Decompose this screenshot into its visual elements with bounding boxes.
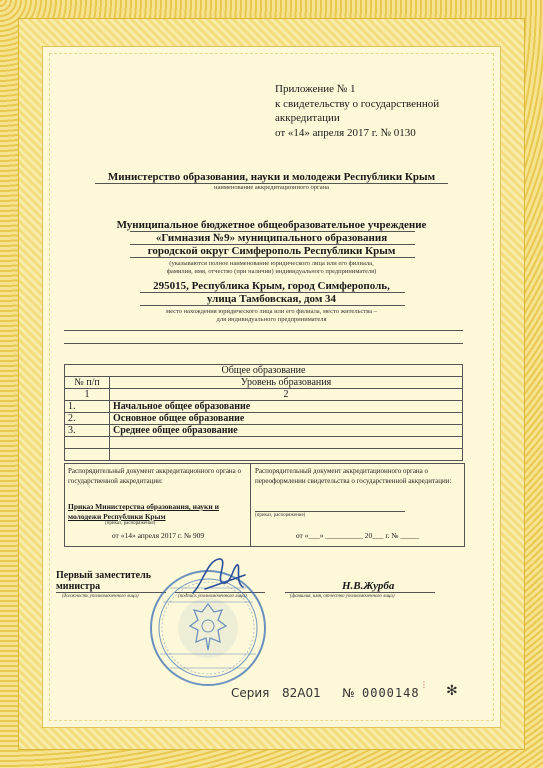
number-value: 0000148 — [362, 686, 420, 700]
education-table — [64, 364, 463, 461]
microprint-dots-icon: ⋮ — [420, 680, 428, 689]
row-number: 2. — [65, 413, 110, 425]
appendix-line2: к свидетельству о государственной — [275, 97, 440, 110]
signer-position-line2: министра — [56, 581, 101, 592]
handwritten-signature-icon — [185, 553, 255, 603]
name-caption: (фамилия, имя, отчество уполномоченного лица) — [290, 594, 395, 599]
address-line1: 295015, Республика Крым, город Симферополь, — [153, 280, 390, 292]
reissue-date: от «___» __________ 20___ г. № _____ — [295, 531, 420, 540]
name-underline — [285, 592, 435, 593]
signer-position-line1: Первый заместитель — [56, 570, 151, 581]
organization-line3: городской округ Симферополь Республики Крым — [147, 245, 396, 257]
table-header-row — [65, 377, 463, 389]
accreditation-document-label: Распорядительный документ аккредитационного органа о государственной аккредитации: — [68, 467, 242, 485]
row-level: Среднее общее образование — [110, 425, 463, 437]
row-number: 3. — [65, 425, 110, 437]
blank-line-2 — [64, 343, 463, 344]
organization-line1: Муниципальное бюджетное общеобразовательное учреждение — [116, 219, 427, 231]
reissue-document-label: Распорядительный документ аккредитационного органа о переоформлении свидетельства о государственной аккредитации: — [255, 467, 452, 485]
table-row — [65, 425, 463, 437]
col-index-1: 1 — [65, 389, 110, 401]
series-value: 82А01 — [282, 686, 321, 700]
asterisk-ornament-icon: ✻ — [446, 683, 458, 699]
org-underline-3 — [130, 257, 415, 258]
col-number-header: № п/п — [65, 377, 110, 389]
documents-divider — [250, 464, 251, 546]
col-index-2: 2 — [110, 389, 463, 401]
address-line2: улица Тамбовская, дом 34 — [206, 293, 337, 305]
decree-caption: (приказ, распоряжение) — [105, 521, 156, 526]
table-index-row — [65, 389, 463, 401]
blank-line-1 — [64, 330, 463, 331]
col-level-header: Уровень образования — [110, 377, 463, 389]
organization-name — [60, 219, 483, 258]
table-row-empty — [65, 437, 463, 449]
address-caption — [60, 308, 483, 324]
address-caption-2: для индивидуального предпринимателя — [216, 316, 327, 323]
appendix-title: Приложение № 1 — [275, 83, 356, 95]
signer-name: Н.В.Журба — [342, 580, 395, 592]
table-title: Общее образование — [65, 365, 463, 377]
table-row-empty — [65, 449, 463, 461]
organization-caption-2: фамилия, имя, отчество (при наличии) индивидуального предпринимателя) — [166, 268, 377, 275]
table-title-row — [65, 365, 463, 377]
reissue-underline — [255, 511, 405, 512]
table-row — [65, 413, 463, 425]
decree-date: от «14» апреля 2017 г. № 909 — [111, 531, 205, 540]
ministry-name: Министерство образования, науки и молодежи Республики Крым — [107, 171, 436, 183]
address-caption-1: место нахождения юридического лица или его филиала, место жительства – — [166, 308, 377, 315]
address-underline-1 — [140, 292, 405, 293]
org-underline-2 — [130, 244, 415, 245]
appendix-header — [275, 82, 439, 140]
row-level: Начальное общее образование — [110, 401, 463, 413]
table-row — [65, 401, 463, 413]
organization-line2: «Гимназия №9» муниципального образования — [155, 232, 388, 244]
reissue-caption: (приказ, распоряжение) — [255, 513, 306, 518]
organization-caption-1: (указываются полное наименование юридического лица или его филиала, — [169, 260, 374, 267]
documents-box — [64, 463, 465, 547]
signer-position — [56, 570, 151, 592]
appendix-date: от «14» апреля 2017 г. № 0130 — [275, 126, 416, 139]
address-underline-2 — [140, 305, 405, 306]
ministry-caption: наименование аккредитационного органа — [214, 184, 329, 191]
organization-caption — [60, 260, 483, 276]
address — [60, 280, 483, 306]
appendix-line3: аккредитации — [275, 112, 340, 124]
number-label: № — [342, 686, 355, 700]
decree-title: Приказ Министерства образования, науки и молодежи Республики Крым — [68, 502, 219, 521]
series-label: Серия — [231, 686, 270, 700]
row-level: Основное общее образование — [110, 413, 463, 425]
org-underline-1 — [130, 231, 415, 232]
signature-caption: (подпись уполномоченного лица) — [178, 594, 247, 599]
position-caption: (должность уполномоченного лица) — [62, 594, 139, 599]
row-number: 1. — [65, 401, 110, 413]
